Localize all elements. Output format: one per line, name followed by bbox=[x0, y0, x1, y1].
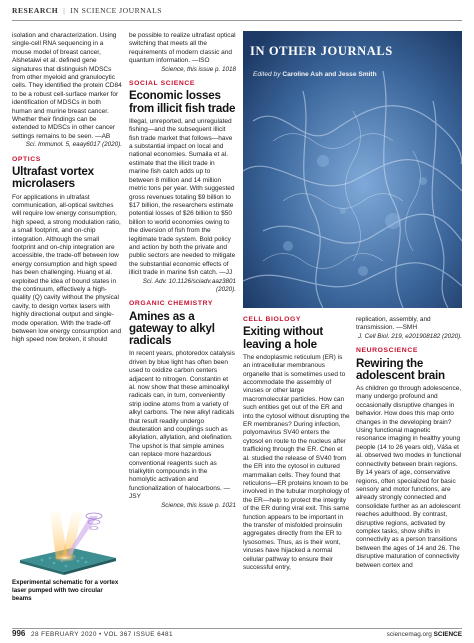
intro-text: isolation and characterization. Using single-cell RNA sequencing in a mouse model of breast cancer, Alshetaiwi et al. defined gene signatures that distinguish MDSCs from other myeloid and granulocytic cells. They identified the protein CD84 to be a robust cell-surface marker for identification of MDSCs in both human and murine breast cancer. Whether their findings can be extended to MDSCs in other cancer settings remains to be seen. —AB bbox=[12, 32, 122, 140]
site-domain: sciencemag.org bbox=[386, 631, 432, 638]
social-body: Illegal, unreported, and unregulated fishing—and the subsequent illicit fish trade market that follows—have a substantial impact on local and national economies. Sumaila et al. estimate that the illicit trade in marine fish catch adds up to between 8 million and 14 million metric tons per year. With suggested gross revenues totaling $9 billion to $17 billion, the researchers estimate potential losses of $26 billion to $50 billion to world economies owing to the diversion of fish from the legitimate trade system. Bold policy and action by both the private and public sectors are needed to mitigate the substantial economic effects of illicit trade in marine fish catch. —JJ bbox=[129, 117, 236, 277]
neuro-kicker: NEUROSCIENCE bbox=[356, 347, 418, 355]
feature-image bbox=[243, 31, 462, 308]
column-4 bbox=[356, 316, 462, 570]
issue-info: 28 FEBRUARY 2020 • VOL 367 ISSUE 6481 bbox=[31, 631, 173, 638]
header-separator: | bbox=[63, 6, 66, 15]
social-kicker: SOCIAL SCIENCE bbox=[129, 80, 196, 88]
column-3 bbox=[243, 316, 350, 572]
optics-headline: Ultrafast vortex microlasers bbox=[12, 165, 94, 191]
optics-citation: Science, this issue p. 1018 bbox=[161, 65, 236, 73]
neuro-headline: Rewiring the adolescent brain bbox=[356, 356, 445, 382]
vortex-laser-schematic bbox=[12, 510, 120, 577]
feature-editors bbox=[253, 71, 377, 79]
editor-names: Caroline Ash and Jesse Smith bbox=[282, 71, 377, 78]
header-subsection: IN SCIENCE JOURNALS bbox=[70, 6, 163, 15]
neuro-body: As children go through adolescence, many undergo profound and occasionally disruptive changes in behavior. How does this map onto changes in the developing brain? Using functional magnetic resonance imaging in healthy young people (14 to 26 years old), Váša et al. observed two modes in functional connectivity between brain regions. By 14 years of age, conservative regions, often specialized for basic sensory and motor functions, are already strongly connected and consolidate further as an adolescent reaches adulthood. By contrast, disruptive regions, activated by complex tasks, show shifts in connectivity as a person transitions between the ages of 14 and 26. The disruptive maturation of connectivity between cortex and bbox=[356, 385, 462, 569]
figure-caption: Experimental schematic for a vortex laser pumped with two circular beams bbox=[12, 579, 119, 602]
organic-citation: Science, this issue p. 1021 bbox=[161, 501, 236, 509]
cell-headline: Exiting without leaving a hole bbox=[243, 325, 324, 351]
edited-by-label: Edited by bbox=[253, 71, 281, 78]
cell-body: The endoplasmic reticulum (ER) is an intracellular membranous organelle that is sometimes used to accommodate the assembly of viruses or other large macromolecular particles. How can such entities get out of the ER and into the cytosol without disrupting the ER membranes? During infection, polyomavirus SV40 enters the cytosol en route to the nucleus after trafficking through the ER. Chen et al. studied the release of SV40 from the ER into the cytosol in cultured mammalian cells. They found that reticulons—ER proteins known to be involved in the tubular morphology of the ER—help to protect the integrity of the ER during viral exit. This same function appears to be important in the transfer of misfolded proinsulin aggregates directly from the ER to lysosomes. Thus, as is their wont, viruses have hijacked a normal cellular pathway to ensure their successful entry, bbox=[243, 353, 350, 571]
header-section: RESEARCH bbox=[12, 6, 59, 15]
footer-rule bbox=[12, 628, 462, 629]
cell-kicker: CELL BIOLOGY bbox=[243, 316, 302, 323]
organic-headline: Amines as a gateway to alkyl radicals bbox=[129, 309, 215, 348]
column-2 bbox=[129, 32, 236, 510]
feature-title: IN OTHER JOURNALS bbox=[250, 44, 393, 58]
header-rule bbox=[12, 20, 462, 21]
social-headline: Economic losses from illicit fish trade bbox=[129, 89, 236, 115]
page-number: 996 bbox=[12, 629, 26, 638]
running-header bbox=[12, 6, 462, 24]
cell-citation: J. Cell Biol. 219, e201908182 (2020). bbox=[358, 332, 462, 340]
site-brand: SCIENCE bbox=[433, 631, 462, 638]
organic-kicker: ORGANIC CHEMISTRY bbox=[129, 300, 213, 308]
site-credit bbox=[387, 631, 462, 638]
social-citation: Sci. Adv. 10.1126/sciadv.aaz3801 (2020). bbox=[142, 277, 236, 293]
optics-body: For applications in ultrafast communication, all-optical switches will require low energy consumption, high speed, a strong modulation ratio, a small footprint, and on-chip integration. Although the small footprint and on-chip integration are accessible, the trade-off between low energy consumption and high speed has been challenging. Huang et al. exploited the idea of bound states in the continuum, effectively a high-quality (Q) cavity without the physical cavity, to design vortex lasers with highly directional output and single-mode operation. With the trade-off between low energy consumption and high speed now broken, it should bbox=[12, 193, 122, 344]
organic-body: In recent years, photoredox catalysis driven by blue light has often been used to oxidize carbon centers adjacent to nitrogen. Constantin et al. now show that these aminoalkyl radicals can, in turn, conveniently strip iodine atoms from a variety of alkyl carbons. The new alkyl radicals that result readily undergo deuteration and couplings such as alkylation, allylation, and olefination. The upshot is that simple amines can replace more hazardous conventional reagents such as trialkyltin compounds in the homolytic activation and functionalization of halocarbons. —JSY bbox=[129, 350, 235, 501]
column-1 bbox=[12, 32, 122, 345]
cell-continued: replication, assembly, and transmission. —SMH bbox=[356, 316, 431, 332]
optics-continued: be possible to realize ultrafast optical switching that meets all the requirements of modern classic and quantum information. —ISO bbox=[129, 32, 236, 65]
intro-citation: Sci. Immunol. 5, eaay6017 (2020). bbox=[25, 141, 122, 149]
optics-kicker: OPTICS bbox=[12, 155, 41, 163]
